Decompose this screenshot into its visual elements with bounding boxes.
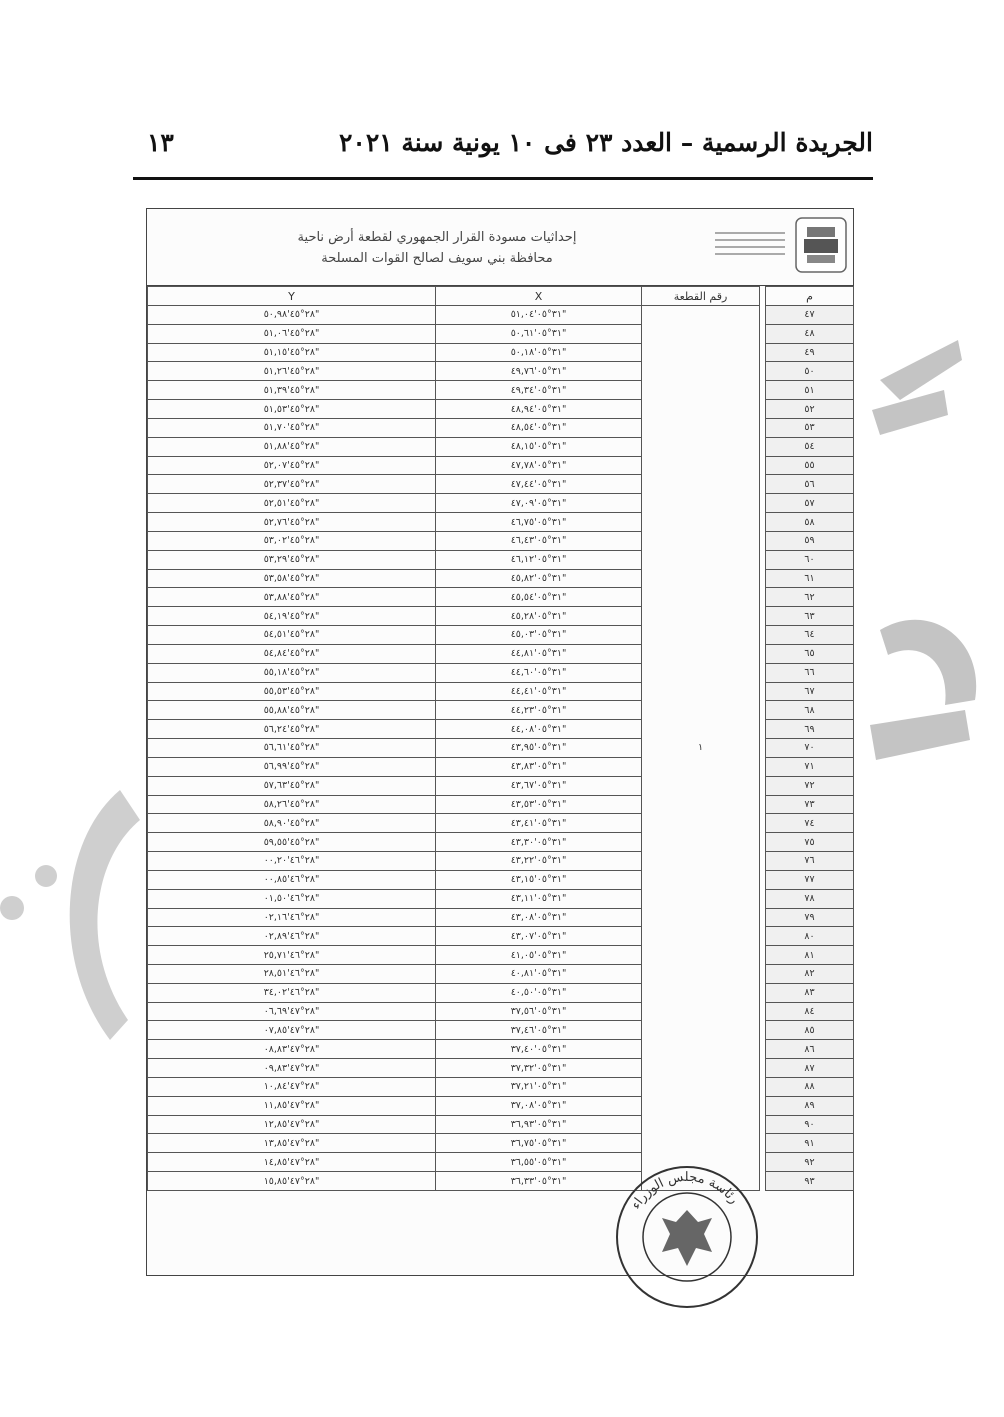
y-coordinate-cell: ٢٨°٤٥'٥١,١٥" xyxy=(148,343,436,362)
table-row xyxy=(148,814,854,833)
parcel-number-cell xyxy=(642,852,760,871)
table-row xyxy=(148,456,854,475)
column-header-parcel: رقم القطعة xyxy=(642,287,760,306)
y-coordinate-cell: ٢٨°٤٥'٥٢,٣٧" xyxy=(148,475,436,494)
row-index-cell: ٥٩ xyxy=(766,531,854,550)
parcel-number-cell xyxy=(642,400,760,419)
parcel-number-cell xyxy=(642,569,760,588)
document-title xyxy=(207,227,667,269)
x-coordinate-cell: ٣١°٠٥'٣٧,٣٢" xyxy=(436,1059,642,1078)
row-index-cell: ٤٧ xyxy=(766,306,854,325)
table-row xyxy=(148,852,854,871)
x-coordinate-cell: ٣١°٠٥'٤٤,٠٨" xyxy=(436,720,642,739)
parcel-number-cell xyxy=(642,1115,760,1134)
y-coordinate-cell: ٢٨°٤٧'١٢,٨٥" xyxy=(148,1115,436,1134)
x-coordinate-cell: ٣١°٠٥'٤٠,٥٠" xyxy=(436,983,642,1002)
y-coordinate-cell: ٢٨°٤٥'٥١,٠٦" xyxy=(148,324,436,343)
parcel-number-cell xyxy=(642,720,760,739)
parcel-number-cell xyxy=(642,776,760,795)
parcel-number-cell xyxy=(642,513,760,532)
column-header-x: X xyxy=(436,287,642,306)
row-index-cell: ٥١ xyxy=(766,381,854,400)
x-coordinate-cell: ٣١°٠٥'٤٥,٢٨" xyxy=(436,607,642,626)
parcel-number-cell xyxy=(642,475,760,494)
parcel-number-cell xyxy=(642,927,760,946)
parcel-number-cell xyxy=(642,531,760,550)
table-row xyxy=(148,1134,854,1153)
x-coordinate-cell: ٣١°٠٥'٤٣,٠٧" xyxy=(436,927,642,946)
parcel-number-cell xyxy=(642,983,760,1002)
table-row xyxy=(148,626,854,645)
x-coordinate-cell: ٣١°٠٥'٥١,٠٤" xyxy=(436,306,642,325)
parcel-number-cell xyxy=(642,663,760,682)
parcel-number-cell xyxy=(642,343,760,362)
y-coordinate-cell: ٢٨°٤٦'٢٨,٥١" xyxy=(148,964,436,983)
table-header-row xyxy=(148,287,854,306)
x-coordinate-cell: ٣١°٠٥'٤٦,١٢" xyxy=(436,550,642,569)
y-coordinate-cell: ٢٨°٤٥'٥٤,٥١" xyxy=(148,626,436,645)
parcel-number-cell xyxy=(642,456,760,475)
table-row xyxy=(148,494,854,513)
y-coordinate-cell: ٢٨°٤٥'٥٢,٥١" xyxy=(148,494,436,513)
parcel-number-cell xyxy=(642,946,760,965)
row-index-cell: ٧٢ xyxy=(766,776,854,795)
row-index-cell: ٥٦ xyxy=(766,475,854,494)
y-coordinate-cell: ٢٨°٤٥'٥٢,٧٦" xyxy=(148,513,436,532)
table-row xyxy=(148,795,854,814)
row-index-cell: ٧٠ xyxy=(766,739,854,758)
parcel-number-cell xyxy=(642,1077,760,1096)
x-coordinate-cell: ٣١°٠٥'٤٤,٤١" xyxy=(436,682,642,701)
coordinates-table xyxy=(147,286,854,1191)
x-coordinate-cell: ٣١°٠٥'٣٦,٥٥" xyxy=(436,1153,642,1172)
x-coordinate-cell: ٣١°٠٥'٤٣,٤١" xyxy=(436,814,642,833)
x-coordinate-cell: ٣١°٠٥'٣٧,٤٠" xyxy=(436,1040,642,1059)
table-row xyxy=(148,870,854,889)
table-row xyxy=(148,757,854,776)
parcel-number-cell xyxy=(642,437,760,456)
y-coordinate-cell: ٢٨°٤٧'٠٧,٨٥" xyxy=(148,1021,436,1040)
table-row xyxy=(148,1002,854,1021)
row-index-cell: ٤٩ xyxy=(766,343,854,362)
row-index-cell: ٨٤ xyxy=(766,1002,854,1021)
page-header xyxy=(133,126,873,166)
table-row xyxy=(148,607,854,626)
table-row xyxy=(148,682,854,701)
parcel-number-cell xyxy=(642,1172,760,1191)
row-index-cell: ٧٩ xyxy=(766,908,854,927)
parcel-number-cell xyxy=(642,795,760,814)
parcel-number-cell xyxy=(642,494,760,513)
row-index-cell: ٨٨ xyxy=(766,1077,854,1096)
row-index-cell: ٤٨ xyxy=(766,324,854,343)
y-coordinate-cell: ٢٨°٤٦'٠٠,٢٠" xyxy=(148,852,436,871)
y-coordinate-cell: ٢٨°٤٧'١٠,٨٤" xyxy=(148,1077,436,1096)
table-row xyxy=(148,418,854,437)
table-row xyxy=(148,701,854,720)
document-title-line2: محافظة بني سويف لصالح القوات المسلحة xyxy=(321,251,553,266)
row-index-cell: ٦٦ xyxy=(766,663,854,682)
row-index-cell: ٦١ xyxy=(766,569,854,588)
x-coordinate-cell: ٣١°٠٥'٤٣,٠٨" xyxy=(436,908,642,927)
x-coordinate-cell: ٣١°٠٥'٤٣,٢٢" xyxy=(436,852,642,871)
y-coordinate-cell: ٢٨°٤٥'٥٣,٢٩" xyxy=(148,550,436,569)
table-row xyxy=(148,1040,854,1059)
y-coordinate-cell: ٢٨°٤٦'٣٤,٠٢" xyxy=(148,983,436,1002)
row-index-cell: ٦٤ xyxy=(766,626,854,645)
parcel-number-cell xyxy=(642,682,760,701)
document-title-line1: إحداثيات مسودة القرار الجمهوري لقطعة أرض ناحية xyxy=(297,230,577,245)
row-index-cell: ٩١ xyxy=(766,1134,854,1153)
parcel-number-cell xyxy=(642,757,760,776)
parcel-number-cell xyxy=(642,1040,760,1059)
x-coordinate-cell: ٣١°٠٥'٥٠,٦١" xyxy=(436,324,642,343)
y-coordinate-cell: ٢٨°٤٧'١٤,٨٥" xyxy=(148,1153,436,1172)
y-coordinate-cell: ٢٨°٤٥'٥٥,١٨" xyxy=(148,663,436,682)
parcel-number-cell: ١ xyxy=(642,739,760,758)
y-coordinate-cell: ٢٨°٤٥'٥١,٢٦" xyxy=(148,362,436,381)
x-coordinate-cell: ٣١°٠٥'٤٣,٣٠" xyxy=(436,833,642,852)
row-index-cell: ٦٥ xyxy=(766,644,854,663)
parcel-number-cell xyxy=(642,306,760,325)
x-coordinate-cell: ٣١°٠٥'٤٣,٨٣" xyxy=(436,757,642,776)
parcel-number-cell xyxy=(642,701,760,720)
table-row xyxy=(148,1021,854,1040)
parcel-number-cell xyxy=(642,870,760,889)
table-row xyxy=(148,343,854,362)
row-index-cell: ٧١ xyxy=(766,757,854,776)
table-row xyxy=(148,381,854,400)
y-coordinate-cell: ٢٨°٤٦'٢٥,٧١" xyxy=(148,946,436,965)
table-row xyxy=(148,306,854,325)
page-number: ١٣ xyxy=(147,128,174,157)
row-index-cell: ٦٠ xyxy=(766,550,854,569)
x-coordinate-cell: ٣١°٠٥'٤٤,٨١" xyxy=(436,644,642,663)
parcel-number-cell xyxy=(642,626,760,645)
parcel-number-cell xyxy=(642,889,760,908)
table-row xyxy=(148,569,854,588)
x-coordinate-cell: ٣١°٠٥'٤٩,٣٤" xyxy=(436,381,642,400)
x-coordinate-cell: ٣١°٠٥'٤١,٠٥" xyxy=(436,946,642,965)
table-row xyxy=(148,531,854,550)
x-coordinate-cell: ٣١°٠٥'٤٤,٦٠" xyxy=(436,663,642,682)
row-index-cell: ٩٣ xyxy=(766,1172,854,1191)
y-coordinate-cell: ٢٨°٤٥'٥٣,٨٨" xyxy=(148,588,436,607)
y-coordinate-cell: ٢٨°٤٦'٠٠,٨٥" xyxy=(148,870,436,889)
x-coordinate-cell: ٣١°٠٥'٤٣,٩٥" xyxy=(436,739,642,758)
y-coordinate-cell: ٢٨°٤٥'٥١,٣٩" xyxy=(148,381,436,400)
x-coordinate-cell: ٣١°٠٥'٤٧,٧٨" xyxy=(436,456,642,475)
parcel-number-cell xyxy=(642,964,760,983)
row-index-cell: ٧٣ xyxy=(766,795,854,814)
row-index-cell: ٨٢ xyxy=(766,964,854,983)
row-index-cell: ٧٨ xyxy=(766,889,854,908)
y-coordinate-cell: ٢٨°٤٥'٥٥,٥٣" xyxy=(148,682,436,701)
table-row xyxy=(148,362,854,381)
gazette-title: الجريدة الرسمية – العدد ٢٣ فى ١٠ يونية سنة ٢٠٢١ xyxy=(338,128,873,157)
table-row xyxy=(148,946,854,965)
y-coordinate-cell: ٢٨°٤٦'٠٢,٨٩" xyxy=(148,927,436,946)
x-coordinate-cell: ٣١°٠٥'٤٣,١١" xyxy=(436,889,642,908)
table-row xyxy=(148,983,854,1002)
y-coordinate-cell: ٢٨°٤٧'١١,٨٥" xyxy=(148,1096,436,1115)
x-coordinate-cell: ٣١°٠٥'٤٠,٨١" xyxy=(436,964,642,983)
row-index-cell: ٧٦ xyxy=(766,852,854,871)
column-header-index: م xyxy=(766,287,854,306)
parcel-number-cell xyxy=(642,550,760,569)
x-coordinate-cell: ٣١°٠٥'٣٧,٤٦" xyxy=(436,1021,642,1040)
table-row xyxy=(148,324,854,343)
y-coordinate-cell: ٢٨°٤٥'٥١,٨٨" xyxy=(148,437,436,456)
row-index-cell: ٥٠ xyxy=(766,362,854,381)
y-coordinate-cell: ٢٨°٤٥'٥١,٧٠" xyxy=(148,418,436,437)
y-coordinate-cell: ٢٨°٤٥'٥٢,٠٧" xyxy=(148,456,436,475)
row-index-cell: ٥٨ xyxy=(766,513,854,532)
row-index-cell: ٨٠ xyxy=(766,927,854,946)
row-index-cell: ٥٢ xyxy=(766,400,854,419)
x-coordinate-cell: ٣١°٠٥'٤٧,٠٩" xyxy=(436,494,642,513)
y-coordinate-cell: ٢٨°٤٥'٥٩,٥٥" xyxy=(148,833,436,852)
parcel-number-cell xyxy=(642,1021,760,1040)
coordinates-document xyxy=(146,208,854,1276)
y-coordinate-cell: ٢٨°٤٥'٥٣,٠٢" xyxy=(148,531,436,550)
parcel-number-cell xyxy=(642,607,760,626)
row-index-cell: ٦٨ xyxy=(766,701,854,720)
table-row xyxy=(148,644,854,663)
x-coordinate-cell: ٣١°٠٥'٤٣,١٥" xyxy=(436,870,642,889)
x-coordinate-cell: ٣١°٠٥'٤٨,١٥" xyxy=(436,437,642,456)
row-index-cell: ٨٥ xyxy=(766,1021,854,1040)
x-coordinate-cell: ٣١°٠٥'٤٥,٨٢" xyxy=(436,569,642,588)
y-coordinate-cell: ٢٨°٤٥'٥٦,٢٤" xyxy=(148,720,436,739)
header-rule xyxy=(133,177,873,180)
table-row xyxy=(148,776,854,795)
row-index-cell: ٧٥ xyxy=(766,833,854,852)
parcel-number-cell xyxy=(642,1002,760,1021)
table-row xyxy=(148,927,854,946)
y-coordinate-cell: ٢٨°٤٧'٠٨,٨٣" xyxy=(148,1040,436,1059)
x-coordinate-cell: ٣١°٠٥'٤٨,٥٤" xyxy=(436,418,642,437)
row-index-cell: ٦٧ xyxy=(766,682,854,701)
row-index-cell: ٨٦ xyxy=(766,1040,854,1059)
table-row xyxy=(148,1096,854,1115)
table-row xyxy=(148,1059,854,1078)
row-index-cell: ٥٧ xyxy=(766,494,854,513)
table-row xyxy=(148,833,854,852)
table-row xyxy=(148,588,854,607)
table-row xyxy=(148,1153,854,1172)
table-row xyxy=(148,1115,854,1134)
x-coordinate-cell: ٣١°٠٥'٤٣,٦٧" xyxy=(436,776,642,795)
row-index-cell: ٧٤ xyxy=(766,814,854,833)
x-coordinate-cell: ٣١°٠٥'٣٧,٥٦" xyxy=(436,1002,642,1021)
table-row xyxy=(148,513,854,532)
y-coordinate-cell: ٢٨°٤٥'٥٥,٨٨" xyxy=(148,701,436,720)
emblem-caption xyxy=(715,227,785,260)
row-index-cell: ٩٠ xyxy=(766,1115,854,1134)
parcel-number-cell xyxy=(642,644,760,663)
y-coordinate-cell: ٢٨°٤٥'٥٧,٦٣" xyxy=(148,776,436,795)
table-body xyxy=(148,306,854,1191)
table-row xyxy=(148,1172,854,1191)
parcel-number-cell xyxy=(642,833,760,852)
table-row xyxy=(148,663,854,682)
y-coordinate-cell: ٢٨°٤٦'٠٢,١٦" xyxy=(148,908,436,927)
y-coordinate-cell: ٢٨°٤٥'٥٠,٩٨" xyxy=(148,306,436,325)
row-index-cell: ٧٧ xyxy=(766,870,854,889)
column-header-y: Y xyxy=(148,287,436,306)
y-coordinate-cell: ٢٨°٤٧'٠٩,٨٣" xyxy=(148,1059,436,1078)
x-coordinate-cell: ٣١°٠٥'٤٦,٤٣" xyxy=(436,531,642,550)
parcel-number-cell xyxy=(642,1134,760,1153)
x-coordinate-cell: ٣١°٠٥'٣٧,٢١" xyxy=(436,1077,642,1096)
x-coordinate-cell: ٣١°٠٥'٤٤,٢٣" xyxy=(436,701,642,720)
table-row xyxy=(148,1077,854,1096)
y-coordinate-cell: ٢٨°٤٥'٥١,٥٣" xyxy=(148,400,436,419)
x-coordinate-cell: ٣١°٠٥'٤٨,٩٤" xyxy=(436,400,642,419)
parcel-number-cell xyxy=(642,1059,760,1078)
table-row xyxy=(148,400,854,419)
x-coordinate-cell: ٣١°٠٥'٤٥,٠٣" xyxy=(436,626,642,645)
x-coordinate-cell: ٣١°٠٥'٤٩,٧٦" xyxy=(436,362,642,381)
table-row xyxy=(148,720,854,739)
y-coordinate-cell: ٢٨°٤٧'٠٦,٦٩" xyxy=(148,1002,436,1021)
row-index-cell: ٥٣ xyxy=(766,418,854,437)
parcel-number-cell xyxy=(642,362,760,381)
parcel-number-cell xyxy=(642,814,760,833)
y-coordinate-cell: ٢٨°٤٦'٠١,٥٠" xyxy=(148,889,436,908)
row-index-cell: ٦٩ xyxy=(766,720,854,739)
parcel-number-cell xyxy=(642,418,760,437)
row-index-cell: ٥٥ xyxy=(766,456,854,475)
y-coordinate-cell: ٢٨°٤٧'١٣,٨٥" xyxy=(148,1134,436,1153)
parcel-number-cell xyxy=(642,588,760,607)
row-index-cell: ٨٩ xyxy=(766,1096,854,1115)
table-row xyxy=(148,739,854,758)
table-row xyxy=(148,437,854,456)
row-index-cell: ٨٧ xyxy=(766,1059,854,1078)
parcel-number-cell xyxy=(642,324,760,343)
ministry-emblem-icon xyxy=(795,217,847,273)
y-coordinate-cell: ٢٨°٤٥'٥٤,١٩" xyxy=(148,607,436,626)
parcel-number-cell xyxy=(642,1096,760,1115)
row-index-cell: ٩٢ xyxy=(766,1153,854,1172)
seal-text: رئاسة مجلس الوزراء xyxy=(628,1169,742,1213)
y-coordinate-cell: ٢٨°٤٥'٥٦,٦١" xyxy=(148,739,436,758)
y-coordinate-cell: ٢٨°٤٧'١٥,٨٥" xyxy=(148,1172,436,1191)
y-coordinate-cell: ٢٨°٤٥'٥٨,٢٦" xyxy=(148,795,436,814)
y-coordinate-cell: ٢٨°٤٥'٥٦,٩٩" xyxy=(148,757,436,776)
row-index-cell: ٨٣ xyxy=(766,983,854,1002)
y-coordinate-cell: ٢٨°٤٥'٥٣,٥٨" xyxy=(148,569,436,588)
x-coordinate-cell: ٣١°٠٥'٤٥,٥٤" xyxy=(436,588,642,607)
row-index-cell: ٥٤ xyxy=(766,437,854,456)
x-coordinate-cell: ٣١°٠٥'٣٦,٩٣" xyxy=(436,1115,642,1134)
x-coordinate-cell: ٣١°٠٥'٣٦,٣٣" xyxy=(436,1172,642,1191)
x-coordinate-cell: ٣١°٠٥'٣٦,٧٥" xyxy=(436,1134,642,1153)
y-coordinate-cell: ٢٨°٤٥'٥٨,٩٠" xyxy=(148,814,436,833)
table-row xyxy=(148,550,854,569)
document-banner xyxy=(147,209,853,286)
table-row xyxy=(148,908,854,927)
x-coordinate-cell: ٣١°٠٥'٤٦,٧٥" xyxy=(436,513,642,532)
parcel-number-cell xyxy=(642,381,760,400)
table-row xyxy=(148,475,854,494)
parcel-number-cell xyxy=(642,1153,760,1172)
table-row xyxy=(148,889,854,908)
x-coordinate-cell: ٣١°٠٥'٥٠,١٨" xyxy=(436,343,642,362)
x-coordinate-cell: ٣١°٠٥'٤٣,٥٣" xyxy=(436,795,642,814)
x-coordinate-cell: ٣١°٠٥'٣٧,٠٨" xyxy=(436,1096,642,1115)
row-index-cell: ٦٢ xyxy=(766,588,854,607)
table-row xyxy=(148,964,854,983)
parcel-number-cell xyxy=(642,908,760,927)
x-coordinate-cell: ٣١°٠٥'٤٧,٤٤" xyxy=(436,475,642,494)
row-index-cell: ٨١ xyxy=(766,946,854,965)
row-index-cell: ٦٣ xyxy=(766,607,854,626)
y-coordinate-cell: ٢٨°٤٥'٥٤,٨٤" xyxy=(148,644,436,663)
